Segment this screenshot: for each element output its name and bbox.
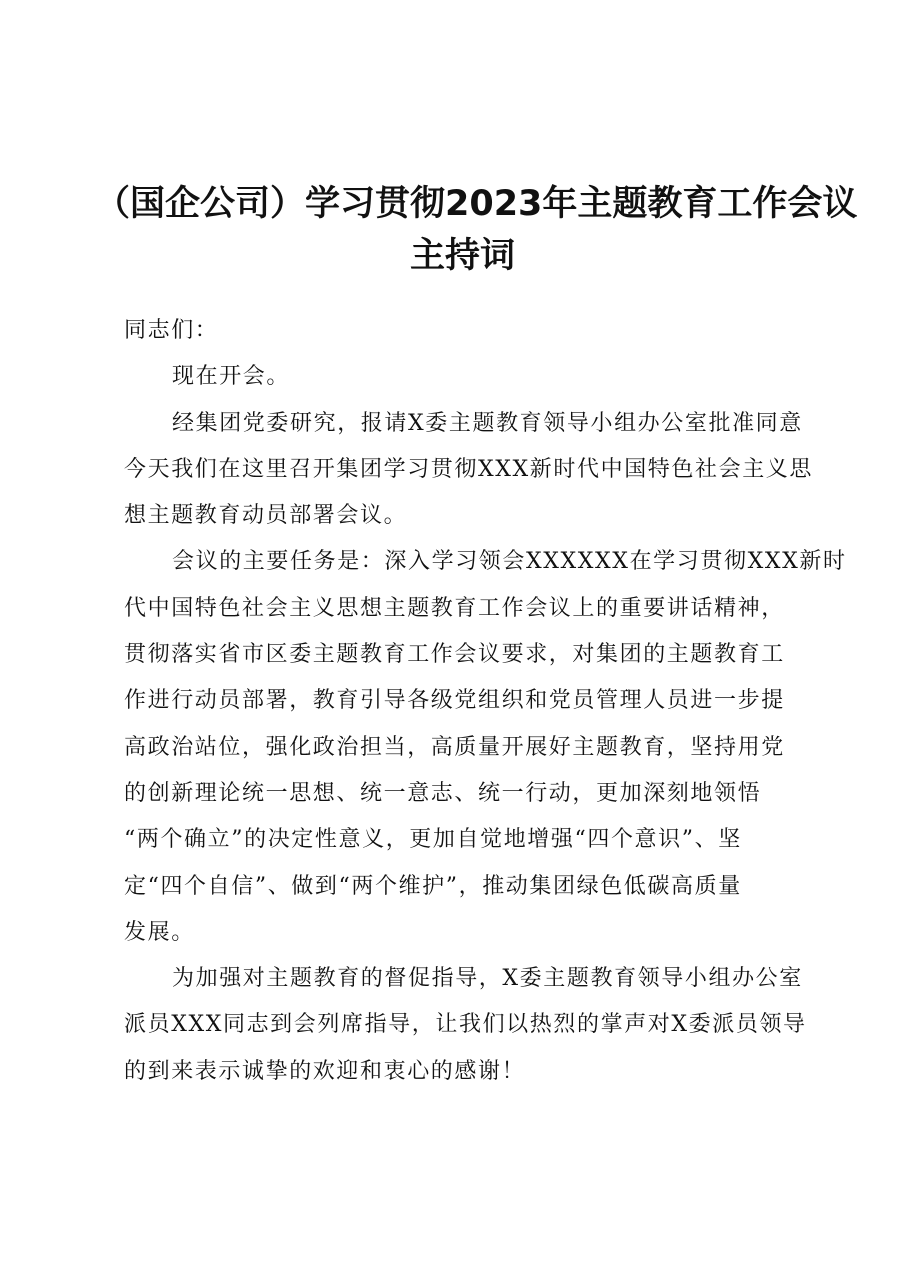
body-line: 的到来表示诚挚的欢迎和衷心的感谢！ xyxy=(124,1058,526,1084)
document-title xyxy=(95,178,858,282)
body-line: “两个确立”的决定性意义，更加自觉地增强“四个意识”、坚 xyxy=(124,827,742,853)
document-body xyxy=(124,308,847,1095)
body-line: 发展。 xyxy=(124,919,195,945)
title-line-1: （国企公司）学习贯彻2023年主题教育工作会议 xyxy=(95,184,858,224)
body-line: 代中国特色社会主义思想主题教育工作会议上的重要讲话精神， xyxy=(124,595,785,621)
body-line: 高政治站位，强化政治担当，高质量开展好主题教育，坚持用党 xyxy=(124,734,785,760)
greeting-line: 同志们： xyxy=(124,318,219,343)
body-line: 经集团党委研究，报请X委主题教育领导小组办公室批准同意 xyxy=(172,410,803,436)
body-line: 为加强对主题教育的督促指导，X委主题教育领导小组办公室 xyxy=(172,966,803,992)
body-line: 贯彻落实省市区委主题教育工作会议要求，对集团的主题教育工 xyxy=(124,642,785,668)
body-line: 作进行动员部署，教育引导各级党组织和党员管理人员进一步提 xyxy=(124,688,785,714)
body-line: 派员XXX同志到会列席指导，让我们以热烈的掌声对X委派员领导 xyxy=(124,1012,807,1038)
body-line: 定“四个自信”、做到“两个维护”，推动集团绿色低碳高质量 xyxy=(124,873,742,899)
body-line: 现在开会。 xyxy=(172,364,291,390)
title-line-2: 主持词 xyxy=(409,236,515,276)
body-line: 的创新理论统一思想、统一意志、统一行动，更加深刻地领悟 xyxy=(124,780,762,806)
body-line: 想主题教育动员部署会议。 xyxy=(124,503,408,529)
body-line: 今天我们在这里召开集团学习贯彻XXX新时代中国特色社会主义思 xyxy=(124,456,813,482)
body-line: 会议的主要任务是：深入学习领会XXXXXX在学习贯彻XXX新时 xyxy=(172,549,847,575)
